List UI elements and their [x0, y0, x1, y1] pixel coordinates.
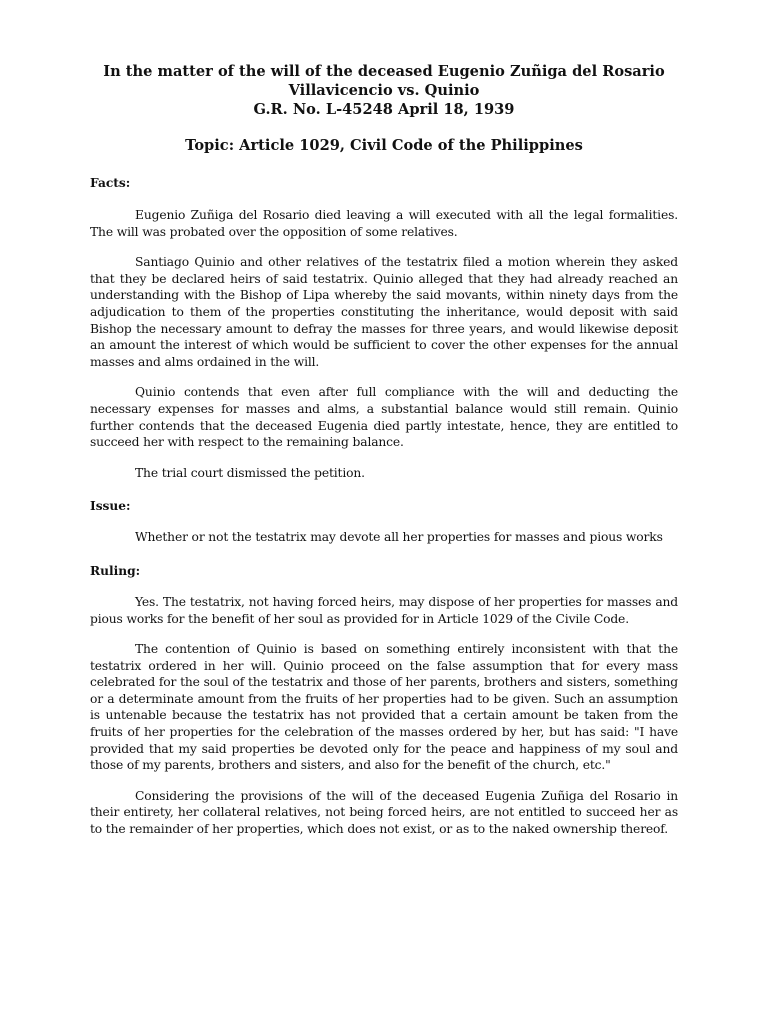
facts-paragraph-4: The trial court dismissed the petition.: [135, 465, 365, 480]
document-page: [90, 62, 678, 838]
issue-heading: Issue:: [90, 499, 131, 514]
facts-section: [90, 176, 678, 481]
facts-paragraph-2: Santiago Quinio and other relatives of the testatrix filed a motion wherein they asked that they be declared heirs of said testatrix. Quinio alleged that they had already reached an understanding with the Bishop of Lipa whereby the said movants, within ninety days from the adjudication to them of the properties constituting the inheritance, would deposit with said Bishop the necessary amount to defray the masses for three years, and would likewise deposit an amount the interest of which would be sufficient to cover the other expenses for the annual masses and alms ordained in the will.: [90, 255, 678, 369]
ruling-heading: Ruling:: [90, 563, 141, 578]
facts-heading: Facts:: [90, 176, 131, 190]
issue-paragraph-1: Whether or not the testatrix may devote all her properties for masses and pious works: [135, 530, 663, 545]
ruling-paragraph-2: The contention of Quinio is based on something entirely inconsistent with that the testatrix ordered in her will. Quinio proceed on the false assumption that for every mass celebrated for the soul of the testatrix and those of her parents, brothers and sisters, something or a determinate amount from the fruits of her properties had to be given. Such an assumption is untenable because the testatrix has not provided that a certain amount be taken from the fruits of her properties for the celebration of the masses ordered by her, but has said: "I have provided that my said properties be devoted only for the peace and happiness of my soul and those of my parents, brothers and sisters, and also for the benefit of the church, etc.": [90, 642, 678, 773]
ruling-paragraph-3: Considering the provisions of the will of the deceased Eugenia Zuñiga del Rosario in their entirety, her collateral relatives, not being forced heirs, are not entitled to succeed her as to the remainder of her properties, which does not exist, or as to the naked ownership thereof.: [90, 788, 678, 837]
topic-label: Topic: [185, 137, 229, 154]
ruling-section: [90, 564, 678, 838]
topic-value: : Article 1029, Civil Code of the Philippines: [228, 137, 583, 154]
issue-section: [90, 499, 678, 546]
case-title-line-3: G.R. No. L-45248 April 18, 1939: [253, 101, 515, 118]
facts-paragraph-1: Eugenio Zuñiga del Rosario died leaving a will executed with all the legal formalities. The will was probated over the opposition of some relatives.: [90, 208, 678, 239]
case-title: [90, 62, 678, 119]
facts-paragraph-3: Quinio contends that even after full compliance with the will and deducting the necessary expenses for masses and alms, a substantial balance would still remain. Quinio further contends that the deceased Eugenia died partly intestate, hence, they are entitled to succeed her with respect to the remaining balance.: [90, 385, 678, 450]
case-title-line-1: In the matter of the will of the deceased Eugenio Zuñiga del Rosario: [103, 63, 665, 80]
topic-line: [90, 137, 678, 154]
case-title-line-2: Villavicencio vs. Quinio: [288, 82, 480, 99]
ruling-paragraph-1: Yes. The testatrix, not having forced heirs, may dispose of her properties for masses and pious works for the benefit of her soul as provided for in Article 1029 of the Civile Code.: [90, 594, 678, 626]
